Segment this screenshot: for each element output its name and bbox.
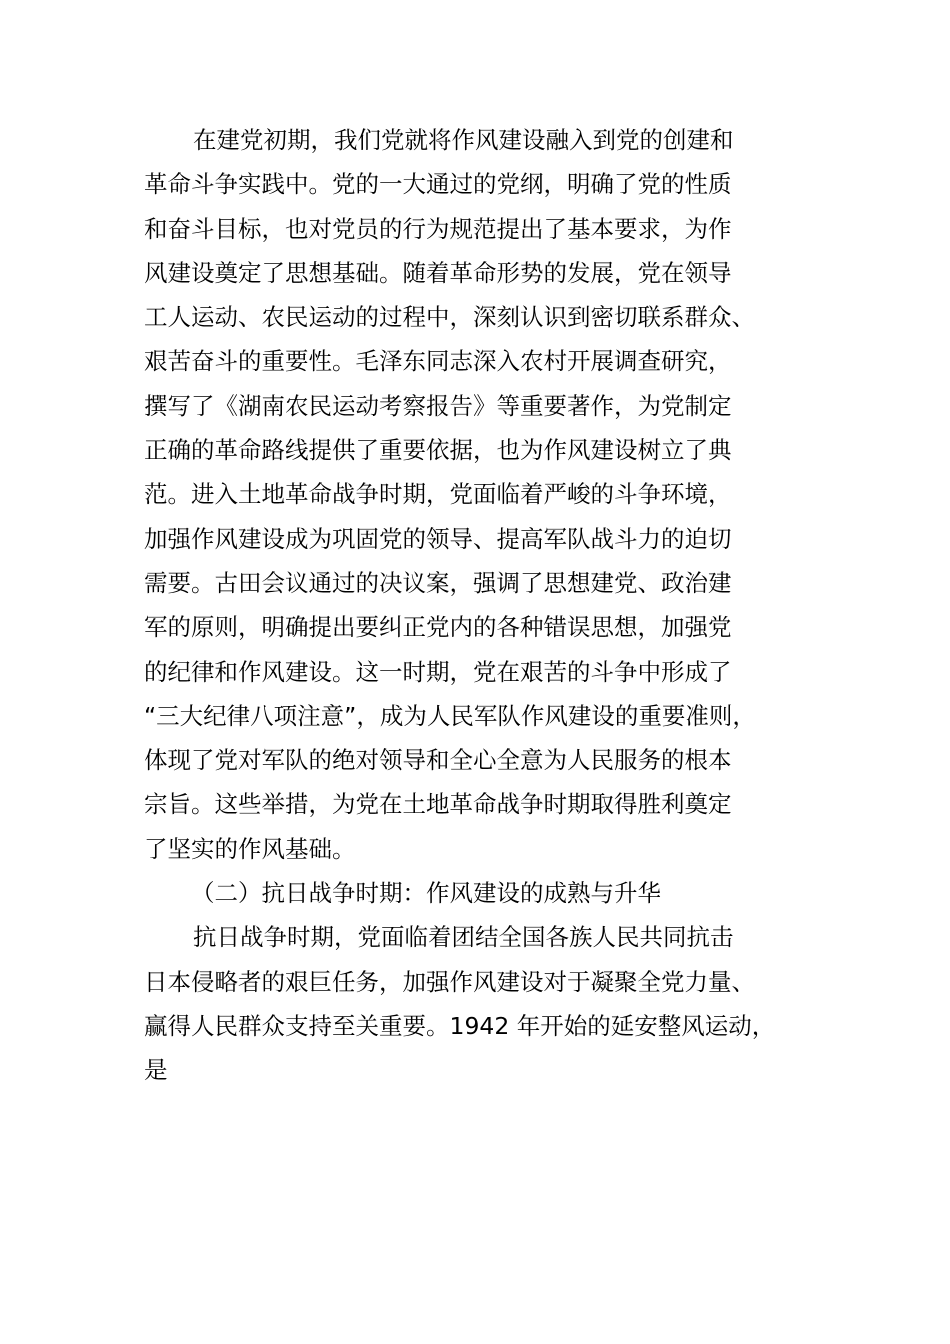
paragraph-line: 正确的革命路线提供了重要依据，也为作风建设树立了典 (144, 436, 732, 465)
paragraph-line: 的纪律和作风建设。这一时期，党在艰苦的斗争中形成了 (144, 657, 732, 686)
paragraph-line: 体现了党对军队的绝对领导和全心全意为人民服务的根本 (144, 746, 732, 775)
paragraph-line: 军的原则，明确提出要纠正党内的各种错误思想，加强党 (144, 613, 732, 642)
paragraph-line: 艰苦奋斗的重要性。毛泽东同志深入农村开展调查研究， (144, 347, 732, 376)
paragraph-line: 了坚实的作风基础。 (144, 834, 356, 863)
document-body (144, 118, 794, 1093)
paragraph-line: 撰写了《湖南农民运动考察报告》等重要著作，为党制定 (144, 391, 732, 420)
paragraph-line: 是 (144, 1056, 168, 1085)
paragraph-line: 和奋斗目标，也对党员的行为规范提出了基本要求，为作 (144, 214, 732, 243)
paragraph-line: 赢得人民群众支持至关重要。1942 年开始的延安整风运动， (144, 1011, 776, 1040)
paragraph-line: 日本侵略者的艰巨任务，加强作风建设对于凝聚全党力量、 (144, 967, 755, 996)
paragraph-line: 范。进入土地革命战争时期，党面临着严峻的斗争环境， (144, 480, 732, 509)
paragraph-line: “三大纪律八项注意”，成为人民军队作风建设的重要准则， (144, 701, 756, 730)
paragraph-line: 加强作风建设成为巩固党的领导、提高军队战斗力的迫切 (144, 524, 732, 553)
paragraph-line: 风建设奠定了思想基础。随着革命形势的发展，党在领导 (144, 258, 732, 287)
section-heading: （二）抗日战争时期：作风建设的成熟与升华 (191, 879, 661, 908)
paragraph-line: 需要。古田会议通过的决议案，强调了思想建党、政治建 (144, 568, 732, 597)
paragraph-line: 抗日战争时期，党面临着团结全国各族人民共同抗击 (193, 923, 734, 952)
paragraph-line: 在建党初期，我们党就将作风建设融入到党的创建和 (193, 126, 734, 154)
paragraph-line: 工人运动、农民运动的过程中，深刻认识到密切联系群众、 (144, 303, 755, 332)
paragraph-line: 宗旨。这些举措，为党在土地革命战争时期取得胜利奠定 (144, 790, 732, 819)
paragraph-line: 革命斗争实践中。党的一大通过的党纲，明确了党的性质 (144, 170, 732, 199)
